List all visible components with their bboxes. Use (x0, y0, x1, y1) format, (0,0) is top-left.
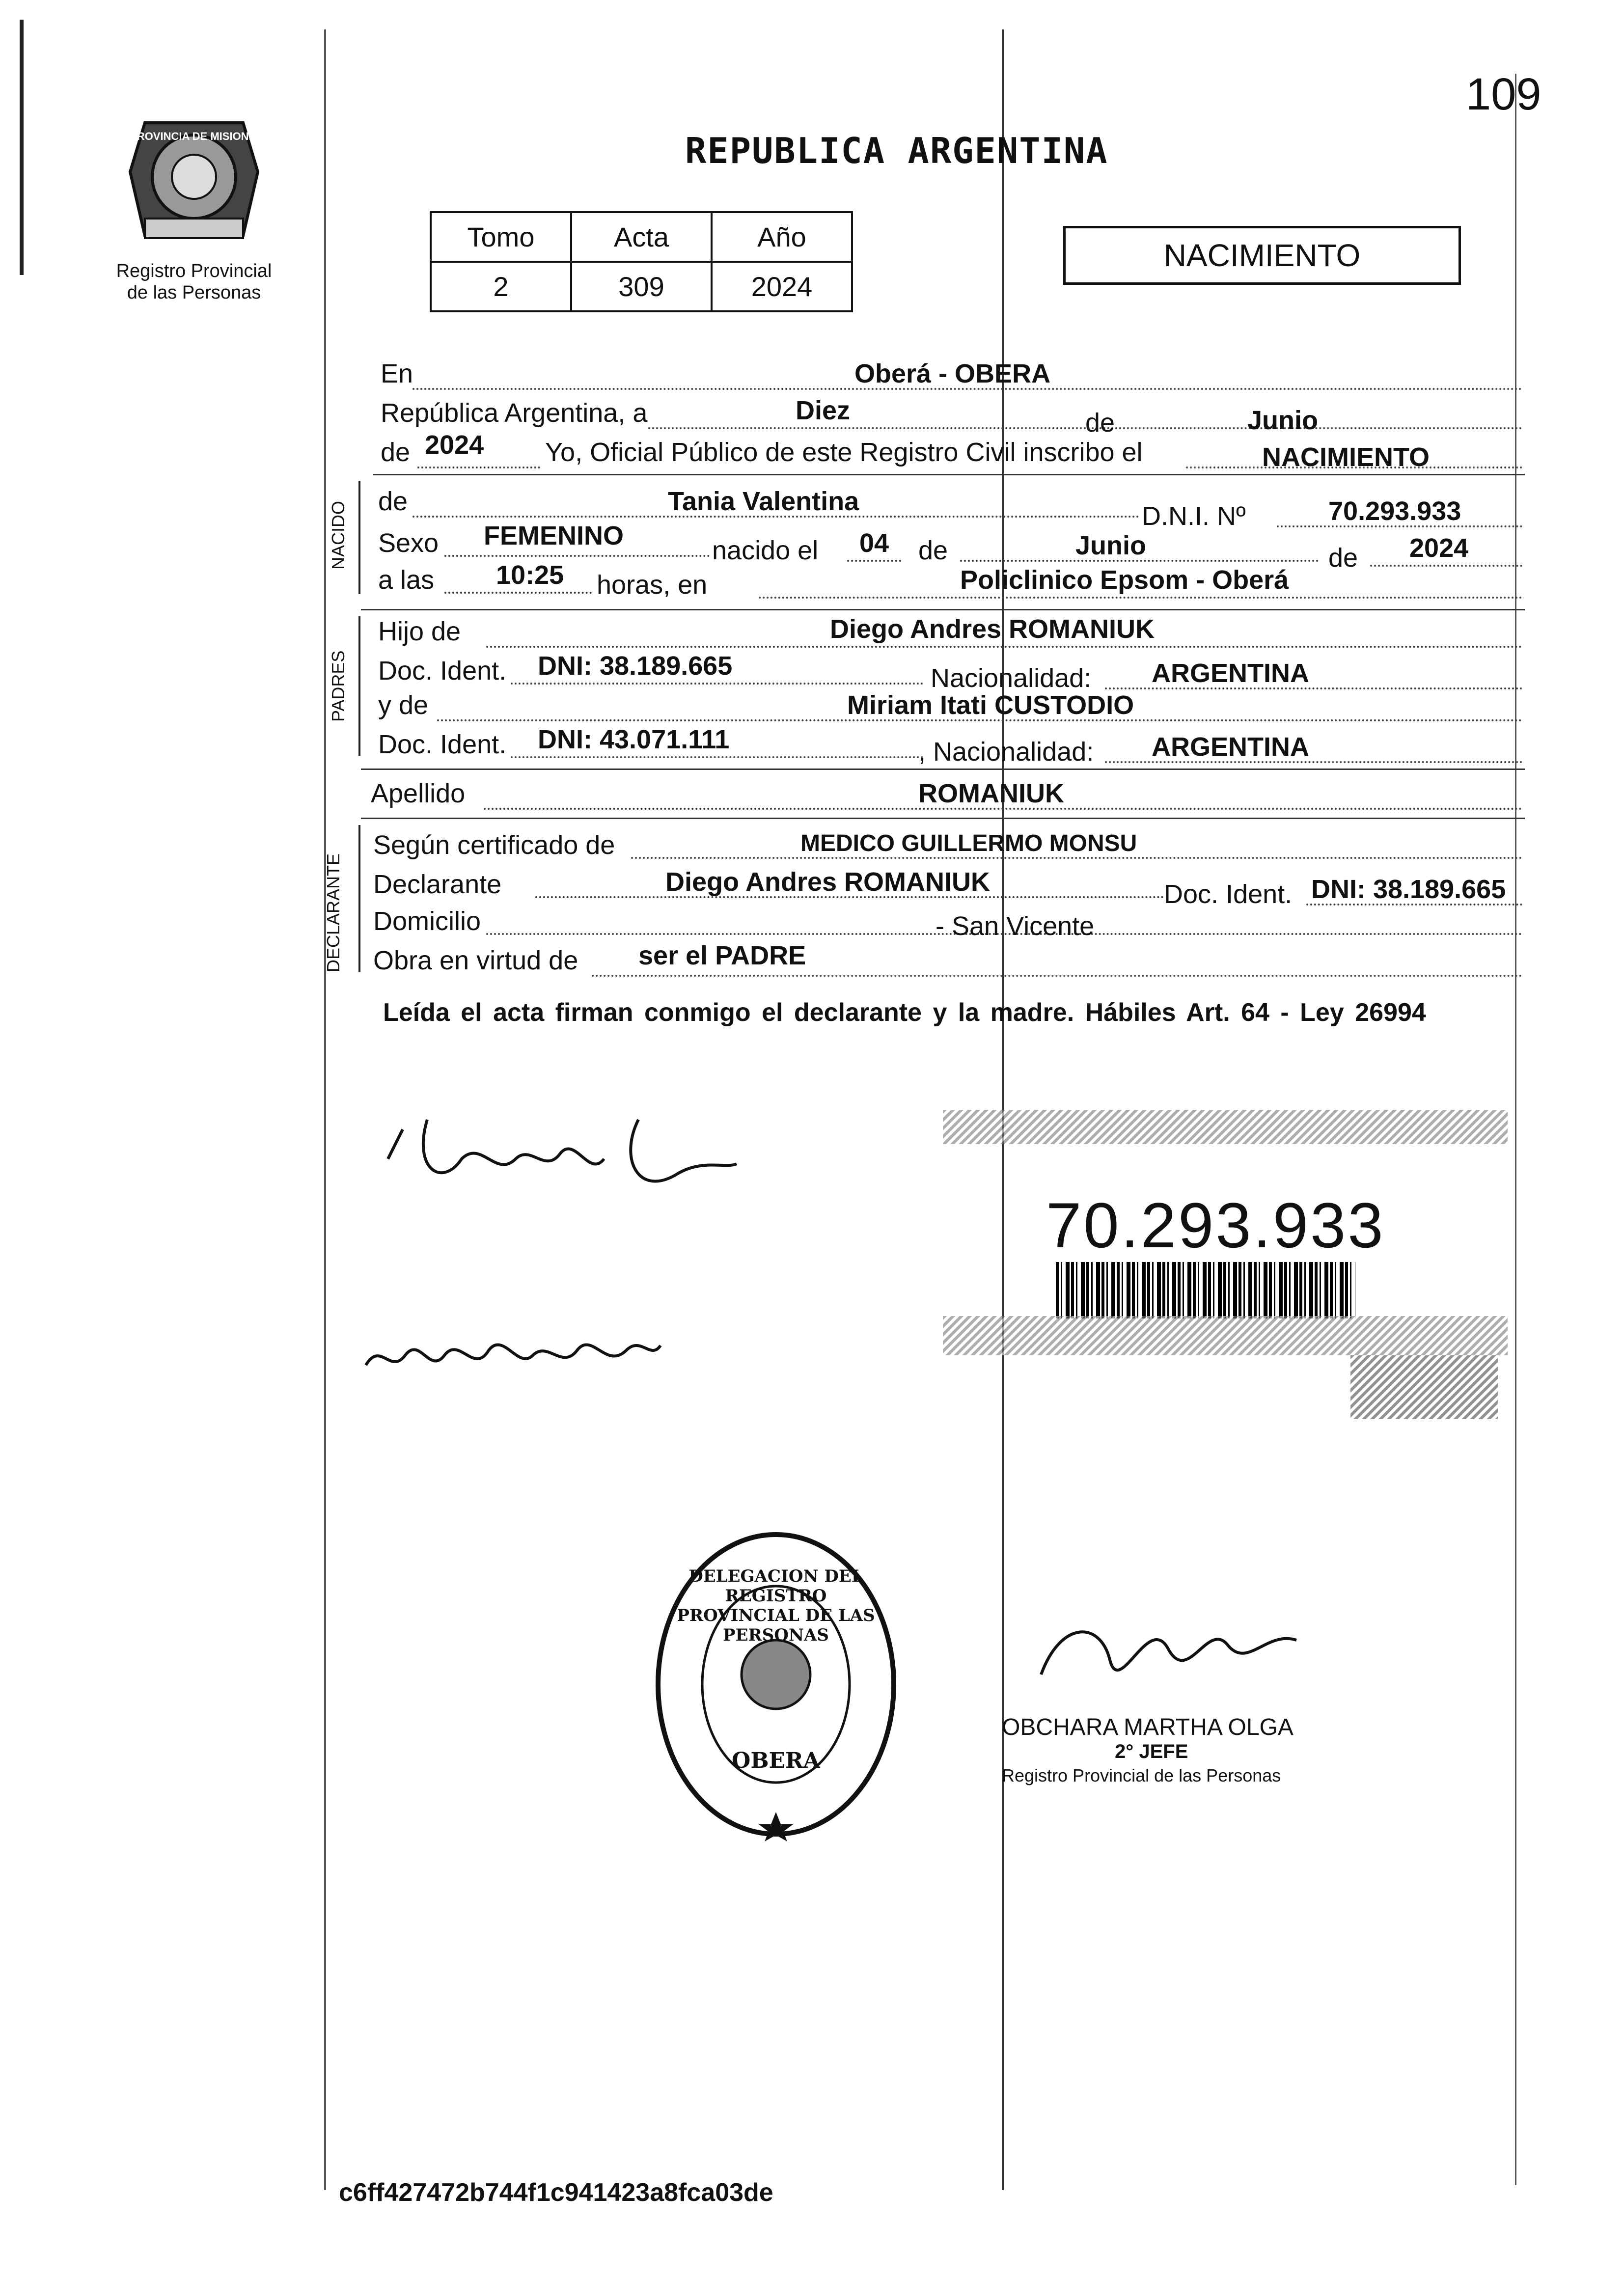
certificado-label: Según certificado de (373, 830, 615, 860)
misiones-emblem (115, 103, 273, 260)
security-band (943, 1110, 1508, 1144)
section-bracket (358, 481, 360, 594)
republic-label: República Argentina, a (381, 398, 648, 428)
father-nationality: ARGENTINA (1152, 659, 1309, 688)
dni-label: D.N.I. Nº (1142, 501, 1246, 531)
header-acta: Acta (571, 212, 712, 262)
closing-note: Leída el acta firman conmigo el declarante y la madre. Hábiles Art. 64 - Ley 26994 (383, 998, 1426, 1027)
section-rule (361, 769, 1525, 770)
declarante-label: Declarante (373, 870, 502, 899)
certificado-value: MEDICO GUILLERMO MONSU (800, 830, 1137, 856)
dotted-line (417, 467, 540, 468)
mother-signature (361, 1311, 665, 1390)
birth-year: 2024 (1409, 533, 1469, 563)
act-inscribe: NACIMIENTO (1262, 442, 1430, 472)
mother-name: Miriam Itati CUSTODIO (847, 690, 1134, 720)
mother-nationality: ARGENTINA (1152, 732, 1309, 762)
right-margin-line (1515, 74, 1516, 2185)
left-margin-bar (20, 20, 24, 275)
act-day: Diez (796, 396, 851, 425)
dotted-line (847, 560, 901, 562)
horas-label: horas, en (597, 570, 708, 600)
father-doc: DNI: 38.189.665 (538, 651, 733, 681)
value-tomo: 2 (431, 262, 571, 311)
nacido-de-label: de (378, 487, 408, 516)
obra-value: ser el PADRE (638, 941, 806, 970)
nacionalidad-label: , Nacionalidad: (918, 737, 1094, 767)
dotted-line (486, 646, 1522, 648)
act-month: Junio (1247, 406, 1318, 435)
value-acta: 309 (571, 262, 712, 311)
declarante-doc: DNI: 38.189.665 (1311, 875, 1506, 904)
section-rule (361, 818, 1525, 819)
child-dni: 70.293.933 (1328, 496, 1461, 526)
nacido-el-label: nacido el (712, 536, 819, 565)
dotted-line (759, 597, 1522, 599)
hijo-de-label: Hijo de (378, 617, 461, 646)
hologram-patch (1350, 1355, 1498, 1419)
birth-place: Policlinico Epsom - Oberá (960, 565, 1289, 595)
header-anio: Año (712, 212, 852, 262)
doc-ident-label: Doc. Ident. (378, 730, 507, 759)
act-place: Oberá - OBERA (854, 359, 1051, 388)
dotted-line (592, 975, 1522, 977)
de-label: de (381, 438, 411, 467)
de-label: de (918, 536, 948, 565)
nacido-section-label: NACIDO (328, 500, 348, 570)
domicilio-label: Domicilio (373, 906, 481, 936)
declarante-name: Diego Andres ROMANIUK (665, 867, 991, 897)
dni-stamp-number: 70.293.933 (1046, 1189, 1385, 1261)
father-name: Diego Andres ROMANIUK (830, 614, 1155, 644)
dotted-line (1370, 565, 1522, 567)
dotted-line (511, 683, 923, 685)
margin-line (324, 29, 326, 2190)
security-band (943, 1316, 1508, 1355)
emblem-text: PROVINCIA DE MISIONES (130, 130, 263, 142)
birth-time: 10:25 (496, 560, 564, 590)
y-de-label: y de (378, 690, 429, 720)
page-number: 109 (1466, 69, 1541, 119)
section-bracket (358, 825, 360, 972)
value-anio: 2024 (712, 262, 852, 311)
doc-ident-label: Doc. Ident. (1164, 879, 1293, 909)
nacionalidad-label: Nacionalidad: (931, 663, 1092, 693)
record-type-box: NACIMIENTO (1063, 226, 1461, 285)
section-rule (361, 609, 1525, 610)
de-label: de (1085, 408, 1115, 438)
apellido-label: Apellido (371, 779, 466, 808)
apellido-value: ROMANIUK (918, 779, 1064, 808)
doc-ident-label: Doc. Ident. (378, 656, 507, 686)
padres-section-label: PADRES (328, 650, 348, 722)
child-sex: FEMENINO (484, 521, 624, 550)
dni-barcode (1056, 1262, 1355, 1318)
dotted-line (511, 756, 923, 758)
en-label: En (381, 359, 413, 388)
section-rule (373, 474, 1525, 475)
official-office: Registro Provincial de las Personas (1002, 1765, 1281, 1785)
seal-text: DELEGACION DEL REGISTRO PROVINCIAL DE LAS PERSONAS (677, 1566, 875, 1645)
act-year: 2024 (425, 430, 484, 460)
birth-month: Junio (1075, 531, 1146, 560)
header-tomo: Tomo (431, 212, 571, 262)
dotted-line (444, 555, 710, 557)
registry-name: Registro Provincial de las Personas (116, 261, 272, 303)
official-signature (1031, 1601, 1306, 1719)
de-label: de (1328, 543, 1358, 573)
obra-label: Obra en virtud de (373, 946, 578, 975)
dotted-line (631, 857, 1522, 859)
registry-table (430, 211, 853, 312)
country-title: REPUBLICA ARGENTINA (685, 130, 1108, 171)
official-name: OBCHARA MARTHA OLGA (1002, 1714, 1294, 1740)
birth-day: 04 (859, 528, 889, 558)
mother-doc: DNI: 43.071.111 (538, 725, 730, 754)
father-signature (383, 1100, 746, 1218)
domicilio-value: - San Vicente (936, 911, 1095, 941)
section-bracket (358, 616, 360, 756)
a-las-label: a las (378, 565, 435, 595)
dotted-line (444, 592, 592, 594)
sexo-label: Sexo (378, 528, 439, 558)
declarante-section-label: DECLARANTE (323, 853, 343, 972)
official-title: 2° JEFE (1115, 1741, 1188, 1762)
oficial-text: Yo, Oficial Público de este Registro Civil inscribo el (545, 438, 1143, 467)
document-hash: c6ff427472b744f1c941423a8fca03de (339, 2178, 773, 2207)
seal-city: OBERA (732, 1748, 820, 1773)
child-name: Tania Valentina (668, 487, 859, 516)
